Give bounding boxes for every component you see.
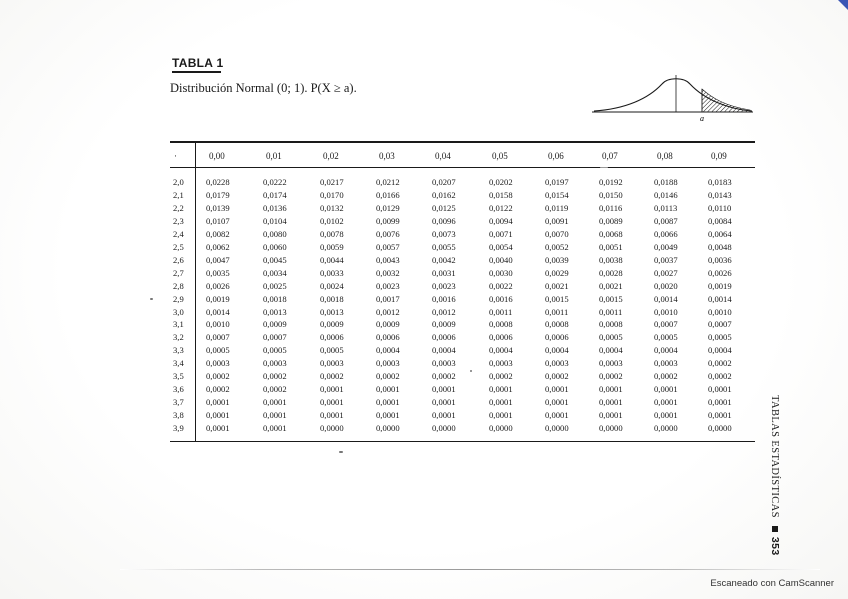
table-cell: 0,0003 (654, 358, 678, 369)
table-cell: 0,0003 (489, 358, 513, 369)
row-label: 3,0 (173, 306, 184, 317)
table-cell: 0,0015 (599, 293, 623, 304)
table-cell: 0,0174 (263, 189, 287, 200)
table-cell: 0,0021 (545, 280, 569, 291)
column-header: 0,05 (492, 151, 508, 161)
table-cell: 0,0006 (376, 332, 400, 343)
table-cell: 0,0062 (206, 241, 230, 252)
table-cell: 0,0035 (206, 267, 230, 278)
table-cell: 0,0043 (376, 254, 400, 265)
table-cell: 0,0060 (263, 241, 287, 252)
scan-speck (150, 298, 153, 300)
table-cell: 0,0001 (708, 384, 732, 395)
column-header: 0,01 (266, 151, 282, 161)
table-cell: 0,0000 (654, 423, 678, 434)
row-label: 3,8 (173, 410, 184, 421)
scan-page-edge (120, 569, 820, 570)
table-cell: 0,0202 (489, 177, 513, 187)
table-cell: 0,0076 (376, 228, 400, 239)
table-cell: 0,0150 (599, 189, 623, 200)
table-cell: 0,0136 (263, 202, 287, 213)
normal-curve-figure (590, 72, 755, 122)
column-header: 0,02 (323, 151, 339, 161)
table-cell: 0,0004 (654, 345, 678, 356)
row-label: 3,2 (173, 332, 184, 343)
table-cell: 0,0001 (206, 397, 230, 408)
table-cell: 0,0003 (545, 358, 569, 369)
table-cell: 0,0113 (654, 202, 678, 213)
table-cell: 0,0012 (432, 306, 456, 317)
table-cell: 0,0026 (206, 280, 230, 291)
table-cell: 0,0094 (489, 215, 513, 226)
table-cell: 0,0019 (708, 280, 732, 291)
table-cell: 0,0000 (599, 423, 623, 434)
table-cell: 0,0007 (263, 332, 287, 343)
table-cell: 0,0005 (263, 345, 287, 356)
table-cell: 0,0039 (545, 254, 569, 265)
table-cell: 0,0122 (489, 202, 513, 213)
table-title: TABLA 1 (172, 56, 224, 70)
table-cell: 0,0025 (263, 280, 287, 291)
table-cell: 0,0001 (320, 397, 344, 408)
row-label: 3,6 (173, 384, 184, 395)
row-label: 3,3 (173, 345, 184, 356)
table-cell: 0,0018 (263, 293, 287, 304)
table-cell: 0,0045 (263, 254, 287, 265)
table-cell: 0,0078 (320, 228, 344, 239)
table-cell: 0,0002 (263, 371, 287, 382)
table-cell: 0,0007 (206, 332, 230, 343)
table-cell: 0,0013 (263, 306, 287, 317)
table-cell: 0,0102 (320, 215, 344, 226)
table-cell: 0,0034 (263, 267, 287, 278)
table-cell: 0,0154 (545, 189, 569, 200)
row-label: 2,0 (173, 177, 184, 187)
table-cell: 0,0002 (376, 371, 400, 382)
table-cell: 0,0006 (320, 332, 344, 343)
table-cell: 0,0008 (599, 319, 623, 330)
table-cell: 0,0000 (545, 423, 569, 434)
table-cell: 0,0002 (489, 371, 513, 382)
table-cell: 0,0116 (599, 202, 623, 213)
table-cell: 0,0013 (320, 306, 344, 317)
table-cell: 0,0143 (708, 189, 732, 200)
row-label: 2,9 (173, 293, 184, 304)
table-cell: 0,0001 (599, 397, 623, 408)
table-row-label-divider (195, 143, 196, 441)
table-cell: 0,0004 (599, 345, 623, 356)
table-cell: 0,0001 (489, 410, 513, 421)
table-cell: 0,0004 (432, 345, 456, 356)
table-cell: 0,0036 (708, 254, 732, 265)
table-cell: 0,0004 (489, 345, 513, 356)
table-cell: 0,0001 (654, 384, 678, 395)
table-cell: 0,0082 (206, 228, 230, 239)
table-cell: 0,0052 (545, 241, 569, 252)
table-cell: 0,0132 (320, 202, 344, 213)
table-bottom-rule (170, 441, 755, 442)
table-cell: 0,0000 (432, 423, 456, 434)
row-label: 2,6 (173, 254, 184, 265)
table-cell: 0,0030 (489, 267, 513, 278)
table-cell: 0,0000 (320, 423, 344, 434)
table-cell: 0,0002 (263, 384, 287, 395)
table-cell: 0,0014 (708, 293, 732, 304)
table-cell: 0,0001 (545, 397, 569, 408)
table-cell: 0,0016 (489, 293, 513, 304)
table-cell: 0,0003 (263, 358, 287, 369)
table-cell: 0,0048 (708, 241, 732, 252)
table-cell: 0,0001 (376, 384, 400, 395)
table-cell: 0,0166 (376, 189, 400, 200)
table-cell: 0,0059 (320, 241, 344, 252)
table-cell: 0,0001 (432, 397, 456, 408)
table-cell: 0,0014 (654, 293, 678, 304)
table-cell: 0,0096 (432, 215, 456, 226)
table-cell: 0,0000 (489, 423, 513, 434)
row-label: 2,8 (173, 280, 184, 291)
table-cell: 0,0005 (654, 332, 678, 343)
bell-curve (594, 79, 752, 111)
table-subtitle: Distribución Normal (0; 1). P(X ≥ a). (170, 81, 357, 95)
table-cell: 0,0002 (320, 371, 344, 382)
scan-speck (600, 167, 608, 168)
row-label: 2,7 (173, 267, 184, 278)
table-cell: 0,0020 (654, 280, 678, 291)
table-cell: 0,0026 (708, 267, 732, 278)
table-cell: 0,0054 (489, 241, 513, 252)
table-cell: 0,0031 (432, 267, 456, 278)
table-cell: 0,0197 (545, 177, 569, 187)
row-label: 2,3 (173, 215, 184, 226)
table-cell: 0,0001 (320, 410, 344, 421)
table-cell: 0,0001 (545, 384, 569, 395)
table-cell: 0,0119 (545, 202, 569, 213)
scan-speck (339, 451, 343, 453)
table-cell: 0,0016 (432, 293, 456, 304)
table-cell: 0,0009 (263, 319, 287, 330)
corner-mark (838, 0, 848, 10)
table-cell: 0,0110 (708, 202, 732, 213)
table-cell: 0,0139 (206, 202, 230, 213)
table-cell: 0,0024 (320, 280, 344, 291)
table-cell: 0,0007 (708, 319, 732, 330)
table-cell: 0,0005 (599, 332, 623, 343)
table-cell: 0,0006 (489, 332, 513, 343)
table-cell: 0,0002 (708, 371, 732, 382)
table-cell: 0,0023 (376, 280, 400, 291)
table-cell: 0,0003 (599, 358, 623, 369)
row-label: 3,5 (173, 371, 184, 382)
table-cell: 0,0001 (599, 410, 623, 421)
table-cell: 0,0011 (545, 306, 569, 317)
table-cell: 0,0007 (654, 319, 678, 330)
scanner-watermark: Escaneado con CamScanner (710, 578, 834, 589)
running-header (769, 395, 781, 556)
table-cell: 0,0080 (263, 228, 287, 239)
row-label: 2,5 (173, 241, 184, 252)
table-cell: 0,0158 (489, 189, 513, 200)
table-cell: 0,0049 (654, 241, 678, 252)
table-cell: 0,0084 (708, 215, 732, 226)
table-cell: 0,0032 (376, 267, 400, 278)
table-cell: 0,0217 (320, 177, 344, 187)
column-header: 0,09 (711, 151, 727, 161)
table-cell: 0,0001 (599, 384, 623, 395)
table-cell: 0,0010 (654, 306, 678, 317)
table-cell: 0,0002 (654, 371, 678, 382)
column-header: 0,06 (548, 151, 564, 161)
column-header: 0,07 (602, 151, 618, 161)
table-cell: 0,0006 (545, 332, 569, 343)
table-cell: 0,0003 (376, 358, 400, 369)
table-cell: 0,0015 (545, 293, 569, 304)
table-cell: 0,0038 (599, 254, 623, 265)
column-header: 0,04 (435, 151, 451, 161)
table-cell: 0,0029 (545, 267, 569, 278)
table-cell: 0,0207 (432, 177, 456, 187)
row-label: 2,2 (173, 202, 184, 213)
table-cell: 0,0004 (376, 345, 400, 356)
square-bullet-icon (772, 526, 778, 532)
table-cell: 0,0002 (432, 371, 456, 382)
table-cell: 0,0192 (599, 177, 623, 187)
table-cell: 0,0001 (545, 410, 569, 421)
table-cell: 0,0004 (708, 345, 732, 356)
table-cell: 0,0001 (432, 410, 456, 421)
table-cell: 0,0003 (206, 358, 230, 369)
table-cell: 0,0005 (320, 345, 344, 356)
table-cell: 0,0001 (654, 397, 678, 408)
table-cell: 0,0179 (206, 189, 230, 200)
table-cell: 0,0002 (708, 358, 732, 369)
table-cell: 0,0037 (654, 254, 678, 265)
table-cell: 0,0003 (320, 358, 344, 369)
table-cell: 0,0070 (545, 228, 569, 239)
table-cell: 0,0146 (654, 189, 678, 200)
table-cell: 0,0004 (545, 345, 569, 356)
section-name: TABLAS ESTADÍSTICAS (769, 395, 780, 518)
table-cell: 0,0064 (708, 228, 732, 239)
table-cell: 0,0003 (432, 358, 456, 369)
table-header-rule (170, 167, 755, 168)
table-cell: 0,0047 (206, 254, 230, 265)
page-number: 353 (769, 536, 781, 556)
table-cell: 0,0012 (376, 306, 400, 317)
row-label: 3,7 (173, 397, 184, 408)
table-cell: 0,0006 (432, 332, 456, 343)
table-top-rule (170, 141, 755, 143)
table-cell: 0,0011 (489, 306, 513, 317)
table-cell: 0,0001 (489, 397, 513, 408)
table-cell: 0,0009 (320, 319, 344, 330)
row-label: 3,1 (173, 319, 184, 330)
table-cell: 0,0000 (708, 423, 732, 434)
title-underline (172, 71, 221, 73)
table-cell: 0,0023 (432, 280, 456, 291)
table-cell: 0,0009 (432, 319, 456, 330)
table-cell: 0,0022 (489, 280, 513, 291)
table-cell: 0,0099 (376, 215, 400, 226)
row-label: 3,9 (173, 423, 184, 434)
table-cell: 0,0010 (206, 319, 230, 330)
table-cell: 0,0001 (489, 384, 513, 395)
table-cell: 0,0011 (599, 306, 623, 317)
row-label: 2,4 (173, 228, 184, 239)
table-cell: 0,0188 (654, 177, 678, 187)
column-header: 0,08 (657, 151, 673, 161)
table-cell: 0,0183 (708, 177, 732, 187)
row-label: 2,1 (173, 189, 184, 200)
table-cell: 0,0021 (599, 280, 623, 291)
table-cell: 0,0001 (654, 410, 678, 421)
table-cell: 0,0005 (708, 332, 732, 343)
table-cell: 0,0001 (206, 410, 230, 421)
table-cell: 0,0170 (320, 189, 344, 200)
table-corner-mark: · (174, 151, 177, 161)
table-cell: 0,0107 (206, 215, 230, 226)
table-cell: 0,0010 (708, 306, 732, 317)
table-cell: 0,0222 (263, 177, 287, 187)
table-cell: 0,0104 (263, 215, 287, 226)
table-cell: 0,0073 (432, 228, 456, 239)
table-cell: 0,0001 (376, 410, 400, 421)
table-cell: 0,0001 (708, 410, 732, 421)
table-cell: 0,0212 (376, 177, 400, 187)
table-cell: 0,0028 (599, 267, 623, 278)
table-cell: 0,0051 (599, 241, 623, 252)
table-cell: 0,0068 (599, 228, 623, 239)
table-cell: 0,0001 (432, 384, 456, 395)
table-cell: 0,0002 (545, 371, 569, 382)
table-cell: 0,0009 (376, 319, 400, 330)
table-cell: 0,0125 (432, 202, 456, 213)
table-cell: 0,0001 (263, 410, 287, 421)
table-cell: 0,0027 (654, 267, 678, 278)
table-cell: 0,0001 (206, 423, 230, 434)
table-cell: 0,0019 (206, 293, 230, 304)
table-cell: 0,0042 (432, 254, 456, 265)
table-cell: 0,0228 (206, 177, 230, 187)
table-cell: 0,0040 (489, 254, 513, 265)
table-cell: 0,0066 (654, 228, 678, 239)
table-cell: 0,0162 (432, 189, 456, 200)
table-cell: 0,0001 (263, 423, 287, 434)
threshold-label: a (700, 114, 704, 122)
table-cell: 0,0002 (206, 384, 230, 395)
table-cell: 0,0001 (708, 397, 732, 408)
table-cell: 0,0057 (376, 241, 400, 252)
column-header: 0,00 (209, 151, 225, 161)
table-cell: 0,0055 (432, 241, 456, 252)
table-cell: 0,0000 (376, 423, 400, 434)
table-cell: 0,0008 (545, 319, 569, 330)
table-cell: 0,0071 (489, 228, 513, 239)
table-cell: 0,0091 (545, 215, 569, 226)
table-cell: 0,0001 (263, 397, 287, 408)
column-header: 0,03 (379, 151, 395, 161)
table-cell: 0,0033 (320, 267, 344, 278)
table-cell: 0,0002 (599, 371, 623, 382)
table-cell: 0,0001 (376, 397, 400, 408)
table-cell: 0,0017 (376, 293, 400, 304)
table-cell: 0,0018 (320, 293, 344, 304)
shaded-tail-area (702, 89, 750, 112)
table-cell: 0,0008 (489, 319, 513, 330)
table-cell: 0,0005 (206, 345, 230, 356)
scan-speck (470, 370, 472, 372)
table-cell: 0,0044 (320, 254, 344, 265)
table-cell: 0,0129 (376, 202, 400, 213)
row-label: 3,4 (173, 358, 184, 369)
table-cell: 0,0089 (599, 215, 623, 226)
table-cell: 0,0001 (320, 384, 344, 395)
table-cell: 0,0002 (206, 371, 230, 382)
table-cell: 0,0014 (206, 306, 230, 317)
table-cell: 0,0087 (654, 215, 678, 226)
